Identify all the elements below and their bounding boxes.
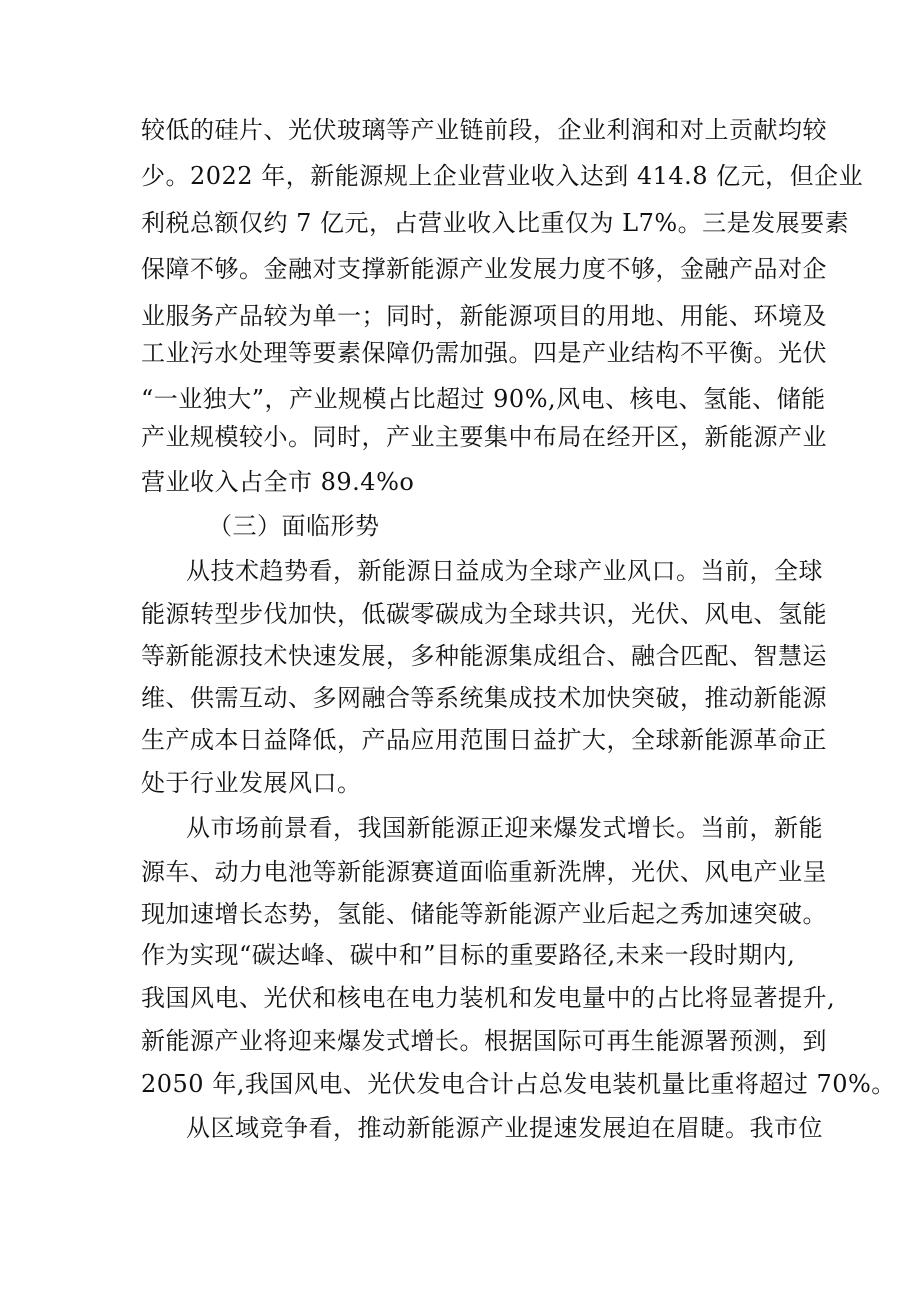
paragraph-3-line-4: 作为实现“碳达峰、碳中和”目标的重要路径,未来一段时期内, — [141, 941, 796, 969]
paragraph-3-line-5: 我国风电、光伏和核电在电力装机和发电量中的占比将显著提升, — [141, 984, 836, 1012]
paragraph-4-line-1: 从区域竞争看，推动新能源产业提速发展迫在眉睫。我市位 — [186, 1114, 823, 1142]
section-heading: （三）面临形势 — [208, 512, 380, 540]
paragraph-1-line-9: 营业收入占全市 89.4%o — [141, 468, 415, 496]
paragraph-1-line-1: 较低的硅片、光伏玻璃等产业链前段，企业利润和对上贡献均较 — [141, 116, 827, 144]
paragraph-1-line-8: 产业规模较小。同时，产业主要集中布局在经开区，新能源产业 — [141, 423, 827, 451]
paragraph-1-line-4: 保障不够。金融对支撑新能源产业发展力度不够，金融产品对企 — [141, 255, 827, 283]
paragraph-1-line-5: 业服务产品较为单一；同时，新能源项目的用地、用能、环境及 — [141, 302, 827, 330]
paragraph-1-line-3: 利税总额仅约 7 亿元，占营业收入比重仅为 L7%。三是发展要素 — [141, 209, 850, 237]
paragraph-2-line-4: 维、供需互动、多网融合等系统集成技术加快突破，推动新能源 — [141, 684, 827, 712]
paragraph-3-line-3: 现加速增长态势，氢能、储能等新能源产业后起之秀加速突破。 — [141, 900, 827, 928]
paragraph-2-line-3: 等新能源技术快速发展，多种能源集成组合、融合匹配、智慧运 — [141, 642, 827, 670]
paragraph-1-line-2: 少。2022 年，新能源规上企业营业收入达到 414.8 亿元，但企业 — [141, 162, 864, 190]
paragraph-1-line-6: 工业污水处理等要素保障仍需加强。四是产业结构不平衡。光伏 — [141, 339, 827, 367]
paragraph-2-line-6: 处于行业发展风口。 — [141, 769, 362, 797]
paragraph-2-line-2: 能源转型步伐加快，低碳零碳成为全球共识，光伏、风电、氢能 — [141, 600, 827, 628]
paragraph-2-line-1: 从技术趋势看，新能源日益成为全球产业风口。当前，全球 — [186, 557, 823, 585]
paragraph-3-line-7: 2050 年,我国风电、光伏发电合计占总发电装机量比重将超过 70%。 — [141, 1070, 896, 1098]
paragraph-3-line-1: 从市场前景看，我国新能源正迎来爆发式增长。当前，新能 — [186, 814, 823, 842]
paragraph-1-line-7: “一业独大”，产业规模占比超过 90%,风电、核电、氢能、储能 — [141, 385, 826, 413]
paragraph-3-line-2: 源车、动力电池等新能源赛道面临重新洗牌，光伏、风电产业呈 — [141, 858, 827, 886]
paragraph-3-line-6: 新能源产业将迎来爆发式增长。根据国际可再生能源署预测，到 — [141, 1027, 827, 1055]
paragraph-2-line-5: 生产成本日益降低，产品应用范围日益扩大，全球新能源革命正 — [141, 726, 827, 754]
